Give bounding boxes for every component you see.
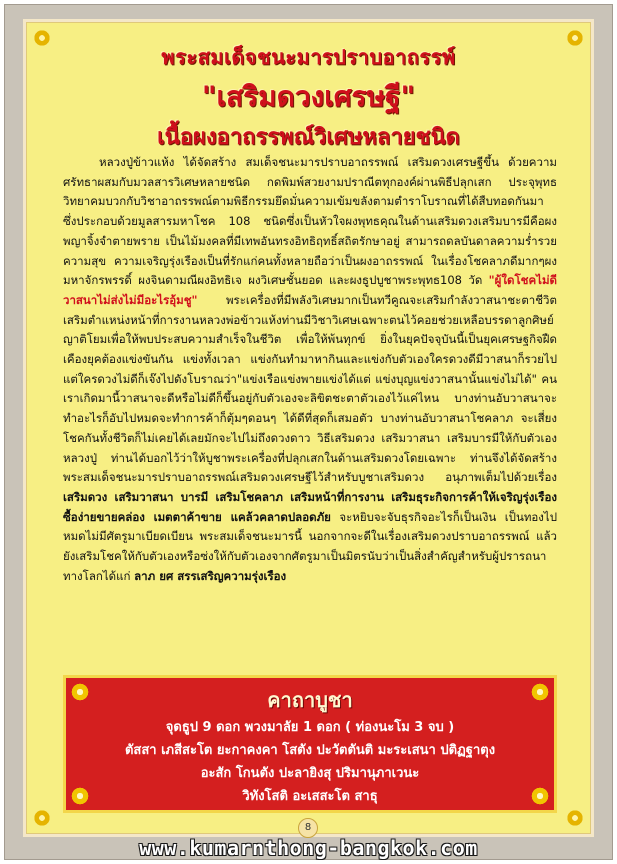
- title-line-2: "เสริมดวงเศรษฐี": [201, 80, 416, 113]
- website-url: www.kumarnthong-bangkok.com: [139, 836, 478, 860]
- flower-ornament-icon: [530, 682, 550, 702]
- title-line-3: เนื้อผงอาถรรพณ์วิเศษหลายชนิด: [157, 124, 460, 150]
- flower-ornament-icon: [530, 786, 550, 806]
- body-text: พระเครื่องที่มีพลังวิเศษมากเป็นทวีคูณจะเสริมกำลังวาสนาชะตาชีวิต เสริมตำแหน่งหน้าที่การงานหลวงพ่อข้าวแห้งท่านมีวิชาวิเศษเฉพาะตนไว้คอยช่วยเหลือบรรดาลูกศิษย์ญาติโยมเพื่อให้พบประสบความสำเร็จในชีวิต เพื่อให้พ้นทุกข์ ยิ่งในยุคปัจจุบันนี้เป็นยุคเศรษฐกิจฝืดเคืองยุคต้องแข่งขันกัน แข่งทั้งเวลา แข่งกันทำมาหากินและแข่งกับตัวเองใครดวงดีมีวาสนาก็รวยไปแต่ใครดวงไม่ดีก็เจ๊งไปดังโบราณว่า"แข่งเรือแข่งพายแข่งได้แต่ แข่งบุญแข่งวาสนานั้นแข่งไม่ได้" คนเราเกิดมานี้วาสนาจะดีหรือไม่ดีก็ขึ้นอยู่กับตัวเองจะลิขิตชะตาตัวเองไว้แค่ไหน บางท่านอับวาสนาจะทำอะไรก็อับไปหมดจะทำการค้าก็ตุ้มๆดอนๆ ได้ดีที่สุดก็เสมอตัว บางท่านอับวาสนาโชคลาภ จะเสี่ยงโชคกันทั้งชีวิตก็ไม่เคยได้เลยมักจะไปไม่ถึงดวงดาว วิธีเสริมดวง เสริมวาสนา เสริมบารมีให้กับตัวเอง หลวงปู่ ท่านได้บอกไว้ว่าให้บูชาพระเครื่องที่ปลุกเสกในด้านเสริมดวงโดยเฉพาะ ท่านจึงได้จัดสร้าง พระสมเด็จชนะมารปราบอาถรรพณ์เสริมดวงเศรษฐีไว้สำหรับบูชาเสริมดวง อนุภาพเต็มไปด้วยเรื่อง: [63, 292, 557, 485]
- content-panel: [26, 22, 591, 834]
- flower-ornament-icon: [70, 682, 90, 702]
- prayer-verse: อะสัก โกนตัง ปะลายิงสุ ปริมานุภาเวนะ: [200, 766, 420, 781]
- corner-ornament-icon: [33, 809, 51, 827]
- body-text: จะหยิบจะจับธุรกิจอะไรก็เป็นเงิน เป็นทองไปหมดไม่มีศัตรูมาเบียดเบียน พระสมเด็จชนะมารนี้ นอกจากจะดีในเรื่องเสริมดวงปราบอาถรรพณ์ แล้วยังเสริมโชคให้กับตัวเองหรือซ่งให้กับตัวเองจากศัตรูมาเป็นมิตรนับว่าเป็นสิ่งสำคัญสำหรับผู้ปรารถนาทางโลกได้แก่: [63, 509, 558, 583]
- highlight-quote: "ผู้ใดโชคไม่ดี วาสนาไม่ส่งไม่มีอะไรอุ้มชู": [63, 273, 557, 307]
- title-line-1: พระสมเด็จชนะมารปราบอาถรรพ์: [161, 45, 456, 69]
- article-paragraph: [63, 153, 557, 586]
- prayer-title: คาถาบูชา: [267, 688, 353, 712]
- page-number: 8: [298, 818, 318, 838]
- article-body: [63, 153, 557, 586]
- corner-ornament-icon: [566, 809, 584, 827]
- body-text: หลวงปู่ข้าวแห้ง ได้จัดสร้าง สมเด็จชนะมารปราบอาถรรพณ์ เสริมดวงเศรษฐีขึ้น ด้วยความศรัทธาผสมกับมวลสารวิเศษหลายชนิด กดพิมพ์สวยงามปราณีตทุกองค์ผ่านพิธีปลุกเสก ประจุพุทธวิทยาคมบวกกับวิชาอาถรรพณ์ตามพิธีกรรมยึดมั่นความเข้มขลังตามตำราโบราณที่ได้สืบทอดกันมาซึ่งประกอบด้วยมูลสารมหาโชค 108 ชนิดซึ่งเป็นหัวใจผงพุทธคุณในด้านเสริมดวงเสริมบารมีคือผงพญาจิ้งจำตายพราย เป็นไม้มงคลที่มีเทพอันทรงอิทธิฤทธิ์สถิตรักษาอยู่ สามารถดลบันดาลความร่ำรวยความสุข ความเจริญรุ่งเรืองเป็นที่รักแก่คนทั้งหลายถือว่าเป็นผงอาถรรพณ์ ในเรื่องโชคลาภดีมากๆผงมหาจักรพรรดิ์ ผงจินดามณีผงอิทธิเจ ผงวิเศษชั้นยอด และผงธูปบูชาพระพุทธ108 วัด: [63, 155, 557, 288]
- bold-benefits: เสริมดวง เสริมวาสนา บารมี เสริมโชคลาภ เสริมหน้าที่การงาน เสริมธุระกิจการค้าให้เจริญรุ่งเรือง ซื้อง่ายขายคล่อง เมตตาค้าขาย แคล้วคลาดปลอดภัย: [63, 489, 557, 524]
- flower-ornament-icon: [70, 786, 90, 806]
- prayer-instruction: จุดธูป 9 ดอก พวงมาลัย 1 ดอก ( ท่องนะโม 3 จบ ): [165, 720, 455, 735]
- bold-ending: ลาภ ยศ สรรเสริญความรุ่งเรือง: [134, 568, 287, 583]
- prayer-verse: วิทังโสติ อะเสสะโต สาธุ: [242, 789, 378, 804]
- prayer-verse: ตัสสา เภสีสะโต ยะกาคงคา โสตัง ปะวัตตันติ มะระเสนา ปติฏฐาตุง: [124, 743, 496, 758]
- prayer-box: [63, 675, 557, 813]
